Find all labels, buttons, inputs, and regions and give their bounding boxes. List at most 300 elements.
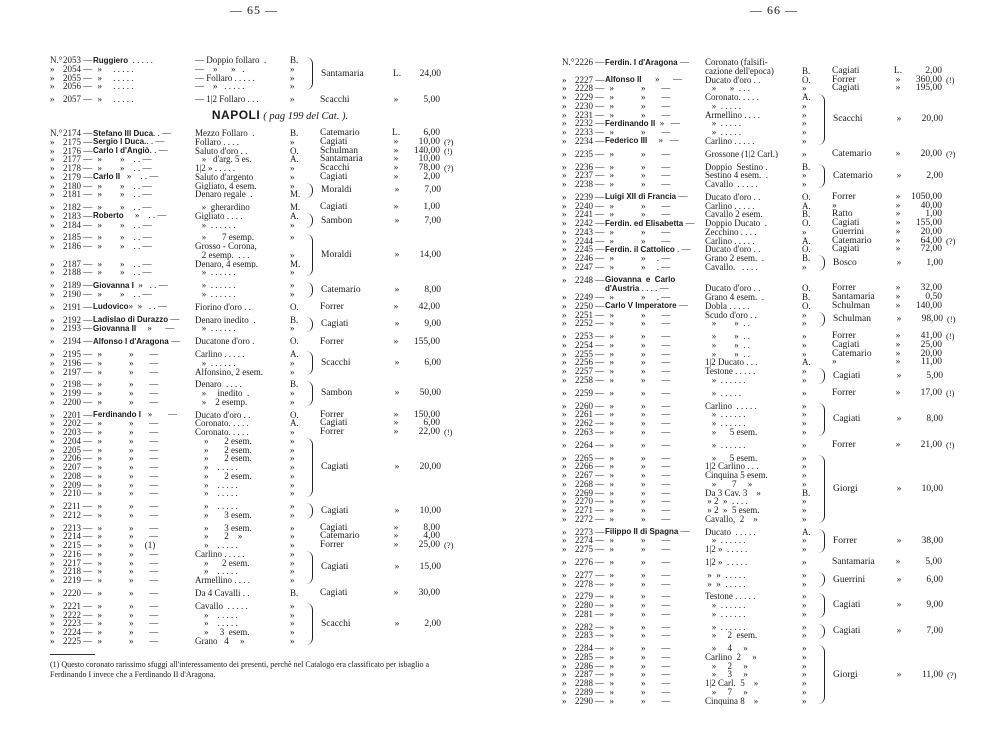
- lot-prefix: »: [50, 288, 55, 299]
- buyer-name: Cagiati: [320, 171, 348, 182]
- buyer-name: Forrer: [832, 74, 856, 85]
- price: 140,00: [413, 145, 440, 156]
- coin-description: » . . . . . .: [705, 622, 746, 632]
- ruler-ditto: » » —: [605, 622, 671, 632]
- buyer-name: Scacchi: [320, 163, 350, 173]
- lot-row: [50, 411, 466, 420]
- sale-result: [321, 216, 467, 225]
- lot-number: 2278 —: [575, 578, 605, 589]
- coin-description: » 2 esem.: [195, 436, 252, 446]
- price: 8,00: [423, 522, 440, 533]
- currency-mark: »: [895, 83, 901, 94]
- ruler: [93, 559, 195, 568]
- lot-number: 2259 —: [575, 387, 605, 398]
- lot-prefix: »: [562, 630, 567, 641]
- coin-description: Alfonsino, 2 esem.: [195, 367, 263, 377]
- metal: »: [802, 461, 807, 472]
- coin-description: Doppio Ducato .: [705, 219, 767, 228]
- coin-description: 2 esemp. . . .: [195, 250, 250, 260]
- currency-mark: »: [895, 226, 901, 237]
- lot-row: [50, 324, 304, 333]
- buyer-name: Forrer: [832, 388, 856, 398]
- metal: »: [290, 94, 295, 105]
- lot-prefix: »: [50, 357, 55, 368]
- currency-mark: »: [393, 202, 399, 212]
- lot-prefix: »: [562, 331, 567, 341]
- ruler: [605, 592, 705, 601]
- ruler: [605, 601, 705, 610]
- lot-number: 2267 —: [575, 470, 605, 480]
- lot-prefix: »: [50, 301, 55, 312]
- lot-group: [50, 550, 470, 585]
- metal: »: [802, 695, 807, 706]
- currency-mark: »: [895, 149, 901, 159]
- ruler-ditto: » » . . —: [93, 242, 152, 251]
- metal: »: [802, 426, 807, 437]
- lot-prefix: »: [50, 488, 55, 499]
- lot-row: [562, 284, 968, 293]
- lot-number: 2195 —: [63, 349, 93, 359]
- metal: B.: [802, 65, 811, 76]
- buyer-name: Catemario: [832, 149, 872, 159]
- lot-group: [562, 389, 982, 398]
- lot-number: 2283 —: [575, 630, 605, 641]
- ruler-ditto: » » —: [605, 93, 671, 102]
- sale-result: [832, 389, 968, 398]
- ruler-ditto: » » —: [93, 588, 159, 598]
- currency-mark: »: [896, 535, 902, 546]
- ruler: [93, 268, 195, 277]
- lot-number: 2231 —: [575, 109, 605, 120]
- currency-mark: »: [393, 540, 399, 550]
- lot-number: 2184 —: [63, 219, 93, 230]
- lot-number: 2286 —: [575, 660, 605, 671]
- metal: »: [802, 651, 807, 662]
- coin-description: Ducato . . . . .: [705, 527, 756, 537]
- metal: »: [290, 435, 295, 446]
- lot-prefix: »: [50, 336, 55, 347]
- buyer-name: Cagiati: [833, 414, 861, 424]
- lot-number: 2054 —: [63, 63, 93, 74]
- ruler-ditto: » » —: [605, 479, 671, 489]
- sale-result: [833, 601, 969, 610]
- currency-mark: »: [393, 145, 399, 156]
- coin-description: 1|2 Ducato . . .: [705, 358, 758, 367]
- lot-rows: [50, 411, 466, 437]
- ruler: [605, 653, 705, 662]
- currency-mark: »: [393, 588, 399, 599]
- ruler: [605, 311, 705, 320]
- lot-number: 2175 —: [63, 136, 93, 147]
- ruler: [605, 545, 705, 554]
- currency-mark: »: [896, 669, 902, 680]
- coin-description: Cavallo . . . . .: [195, 601, 248, 611]
- lot-prefix: »: [50, 418, 55, 429]
- coin-description: 1|2 » . . . . .: [705, 557, 748, 567]
- ruler-ditto: » » —: [93, 445, 159, 455]
- price: 155,00: [413, 336, 440, 347]
- coin-description: » » . .: [705, 349, 750, 359]
- lot-prefix: »: [50, 189, 55, 200]
- price: 17,00: [920, 388, 942, 398]
- lot-prefix: »: [562, 366, 567, 376]
- ruler: [605, 631, 705, 640]
- ruler-name: Ferdin. I d'Aragona: [605, 57, 678, 67]
- buyer-name: Guerrini: [832, 226, 865, 237]
- lot-group: [50, 56, 470, 91]
- metal: A.: [802, 235, 811, 246]
- section-subtitle: ( pag 199 del Cat. ).: [263, 111, 349, 122]
- coin-description: » . . . . . .: [195, 281, 236, 290]
- ruler-name: Roberto: [93, 211, 124, 221]
- ruler: [605, 489, 705, 498]
- coin-description: Carlino . . . . .: [705, 401, 757, 411]
- lot-row: [562, 341, 968, 350]
- coin-description: — Follaro . . . . .: [195, 73, 255, 83]
- ruler: [93, 221, 195, 230]
- ruler-ditto: » » (1): [93, 541, 156, 550]
- ruler: [93, 532, 195, 541]
- metal: »: [802, 544, 807, 554]
- lot-group: [50, 316, 470, 334]
- lot-rows: [562, 592, 816, 618]
- coin-description: Carlino . . . . .: [705, 136, 755, 146]
- ruler-ditto: » » . . —: [128, 302, 167, 312]
- price: 41,00: [920, 331, 942, 341]
- currency-mark: »: [394, 388, 400, 399]
- buyer-name: Cagiati: [320, 136, 348, 147]
- coin-description: Gigliato . . . .: [195, 211, 243, 221]
- lot-number: 2222 —: [63, 609, 93, 620]
- currency-mark: »: [896, 600, 902, 611]
- ruler-ditto: » » —: [605, 332, 671, 341]
- coin-description: » 3 esem.: [195, 628, 250, 637]
- lot-number: 2192 —: [63, 314, 93, 325]
- brace-bracket: [306, 351, 313, 375]
- lot-rows: [562, 558, 816, 567]
- coin-description: » . . . . .: [705, 101, 741, 111]
- currency-mark: »: [895, 292, 901, 302]
- buyer-name: Catemario: [320, 128, 360, 138]
- metal: »: [290, 488, 295, 499]
- currency-mark: »: [393, 409, 399, 420]
- lot-rows: [50, 233, 304, 277]
- lot-number: 2277 —: [575, 569, 605, 580]
- lot-number: 2240 —: [575, 200, 605, 211]
- lot-row: [50, 155, 466, 164]
- lot-prefix: »: [50, 587, 55, 598]
- lot-number: 2269 —: [575, 487, 605, 498]
- lot-group: [50, 350, 470, 376]
- ruler: [605, 84, 705, 93]
- metal: »: [802, 643, 807, 653]
- currency-mark: »: [895, 557, 901, 568]
- lot-number: 2289 —: [575, 686, 605, 697]
- lot-number: 2245 —: [575, 244, 605, 255]
- currency-mark: »: [393, 154, 399, 165]
- lot-prefix: »: [562, 461, 567, 472]
- lot-group: [50, 524, 470, 550]
- coin-description: Ducatone d'oro .: [195, 337, 255, 346]
- currency-mark: »: [895, 357, 901, 368]
- lot-prefix: »: [562, 439, 567, 450]
- coin-description: » . . . . . .: [705, 536, 746, 545]
- metal: »: [290, 72, 295, 83]
- price-note: (?): [444, 163, 454, 173]
- lot-prefix: »: [562, 651, 567, 662]
- coin-description: Carlino 2 »: [705, 652, 757, 662]
- price: 7,00: [424, 215, 441, 226]
- ruler-ditto: » » . . —: [93, 220, 152, 230]
- lot-rows: [562, 311, 816, 329]
- lot-number: 2189 —: [63, 280, 93, 290]
- currency-mark: »: [393, 427, 399, 437]
- ruler-name: Giovanna I: [93, 280, 134, 290]
- lot-number: 2208 —: [63, 470, 93, 481]
- ruler-ditto: » » —: [605, 101, 671, 111]
- lot-group: [562, 558, 982, 567]
- metal: »: [290, 180, 295, 191]
- metal: »: [802, 669, 807, 680]
- lot-prefix: »: [50, 409, 55, 420]
- ruler: [93, 95, 195, 104]
- ruler-ditto: » » —: [605, 652, 671, 662]
- lot-prefix: »: [562, 544, 567, 554]
- ruler-ditto: » » —: [605, 687, 671, 697]
- price: 6,00: [423, 128, 440, 138]
- ruler-ditto: » » —: [605, 388, 671, 398]
- price: 32,00: [920, 283, 942, 294]
- ruler-name: Giovanna II: [93, 323, 137, 333]
- ruler: [605, 697, 705, 706]
- price: 6,00: [926, 574, 943, 585]
- metal: »: [290, 575, 295, 585]
- sale-result: [320, 337, 466, 346]
- ruler: [605, 319, 705, 328]
- ruler-ditto: » » —: [93, 532, 159, 541]
- metal: A.: [802, 92, 811, 102]
- lot-rows: [562, 93, 816, 146]
- lot-prefix: »: [562, 487, 567, 498]
- lot-rows: [50, 56, 304, 91]
- coin-description: Denaro . . . .: [195, 380, 242, 389]
- lot-prefix: »: [50, 314, 55, 325]
- ruler: [93, 182, 195, 191]
- lot-list: [50, 56, 470, 680]
- coin-description: » d'arg. 5 es.: [195, 155, 252, 164]
- lot-prefix: »: [562, 109, 567, 120]
- metal: M.: [290, 202, 301, 212]
- lot-prefix: »: [562, 470, 567, 480]
- ruler-ditto: » » . —: [605, 254, 671, 263]
- lot-group: [562, 367, 982, 385]
- ruler: [605, 428, 705, 437]
- lot-number: 2241 —: [575, 209, 605, 220]
- lot-number: 2187 —: [63, 258, 93, 269]
- metal: »: [802, 578, 807, 589]
- lot-group: [562, 528, 982, 554]
- sale-result: [832, 358, 968, 367]
- ruler: [93, 190, 195, 199]
- lot-number: 2287 —: [575, 669, 605, 680]
- sale-result: [320, 541, 466, 550]
- currency-mark: L.: [392, 68, 402, 79]
- coin-description: Grano 4 esem. .: [705, 293, 764, 302]
- sale-result: [320, 303, 466, 312]
- price: 1,00: [925, 209, 942, 220]
- ruler-ditto: » —: [647, 136, 679, 146]
- coin-description: Carlino . . . . .: [195, 549, 245, 559]
- ruler-name: Luigi XII di Francia: [605, 192, 677, 202]
- coin-description: cazione dell'epoca): [705, 66, 774, 76]
- price: 5,00: [423, 94, 440, 105]
- currency-mark: L.: [893, 65, 903, 76]
- sale-result: [832, 558, 968, 567]
- buyer-name: Cagiati: [320, 588, 348, 599]
- ruler: [93, 472, 195, 481]
- ruler: [605, 350, 705, 359]
- metal: B.: [290, 587, 299, 598]
- ruler: [93, 337, 195, 347]
- ruler-ditto: » » —: [93, 489, 159, 498]
- lot-rows: [562, 163, 816, 189]
- currency-mark: »: [896, 114, 902, 125]
- metal: »: [290, 232, 295, 243]
- ruler: [605, 515, 705, 524]
- ruler-ditto: » » —: [93, 380, 159, 389]
- buyer-name: Scacchi: [321, 358, 351, 369]
- ruler: [605, 610, 705, 619]
- ruler: [605, 679, 705, 688]
- lot-number: 2247 —: [575, 261, 605, 272]
- coin-description: Doppio Sestino .: [705, 162, 768, 172]
- ruler: [605, 536, 705, 545]
- coin-description: » 2 esem.: [195, 445, 252, 455]
- metal: »: [802, 591, 807, 602]
- metal: »: [290, 600, 295, 611]
- lot-group: [50, 281, 470, 299]
- lot-number: 2214 —: [63, 531, 93, 542]
- lot-prefix: »: [562, 309, 567, 320]
- ruler-name: Sergio I Duca.: [93, 137, 147, 147]
- sale-result: [832, 150, 968, 159]
- lot-number: 2174 —: [63, 128, 93, 138]
- currency-mark: »: [896, 626, 902, 637]
- lot-number: 2179 —: [63, 171, 93, 182]
- lot-row: [50, 221, 304, 230]
- ruler-name: Carlo II: [93, 172, 121, 182]
- ruler-ditto: » » —: [605, 201, 671, 211]
- metal: »: [290, 470, 295, 481]
- price: 2,00: [423, 171, 440, 182]
- price: 10,00: [418, 136, 440, 147]
- buyer-name: Forrer: [832, 440, 856, 450]
- lot-prefix: »: [562, 261, 567, 272]
- brace-bracket: [306, 438, 313, 497]
- ruler-ditto: » » —: [605, 471, 671, 480]
- sale-result: [321, 320, 467, 329]
- lot-group: [562, 254, 982, 272]
- ruler-ditto: » » —: [93, 558, 159, 568]
- brace-bracket: [818, 529, 825, 553]
- lot-group: [562, 276, 982, 311]
- sale-result: [320, 95, 466, 104]
- coin-description: Scudo d'oro . .: [705, 310, 757, 320]
- coin-description: » inedito .: [195, 389, 250, 398]
- sale-result: [832, 84, 968, 93]
- lot-prefix: »: [562, 669, 567, 680]
- buyer-name: Moraldi: [321, 185, 352, 196]
- lot-row: [562, 180, 816, 189]
- lot-rows: [50, 350, 304, 376]
- ruler: [93, 589, 195, 598]
- currency-mark: »: [896, 257, 902, 268]
- buyer-name: Forrer: [320, 427, 344, 437]
- metal: »: [802, 127, 807, 137]
- lot-row: [50, 541, 466, 550]
- lot-number: 2271 —: [575, 505, 605, 515]
- buyer-name: Catemario: [321, 284, 361, 295]
- lot-number: 2176 —: [63, 145, 93, 156]
- lot-rows: [50, 129, 466, 182]
- lot-prefix: »: [50, 210, 55, 221]
- lot-number: 2243 —: [575, 226, 605, 237]
- metal: »: [290, 163, 295, 173]
- lot-number: 2185 —: [63, 232, 93, 243]
- metal: A.: [290, 154, 299, 165]
- coin-description: Gigliato, 4 esem.: [195, 181, 257, 191]
- lot-prefix: »: [562, 535, 567, 546]
- ruler: [93, 389, 195, 398]
- ruler-ditto: » . . —: [120, 172, 159, 182]
- metal: O.: [290, 409, 299, 420]
- lot-rows: [50, 303, 304, 312]
- coin-description: Cinquina 5 esem.: [705, 471, 768, 480]
- price: 20,00: [920, 348, 942, 359]
- ruler: [93, 350, 195, 359]
- currency-mark: »: [394, 185, 400, 196]
- lot-prefix: »: [50, 136, 55, 147]
- lot-number: 2055 —: [63, 72, 93, 83]
- ruler: [605, 688, 705, 697]
- lot-number: 2224 —: [63, 627, 93, 637]
- metal: O.: [802, 74, 811, 85]
- page-number: — 66 —: [750, 3, 798, 17]
- lot-number: 2215 —: [63, 540, 93, 550]
- lot-number: 2202 —: [63, 418, 93, 429]
- lot-group: [562, 58, 982, 93]
- currency-mark: »: [895, 191, 901, 202]
- buyer-name: Cagiati: [832, 244, 860, 255]
- lot-row: [562, 150, 816, 159]
- lot-number: 2270 —: [575, 496, 605, 507]
- ruler-ditto: » » . . —: [93, 181, 152, 191]
- metal: O.: [290, 145, 299, 156]
- coin-description: Da 4 Cavalli . .: [195, 588, 250, 598]
- coin-description: » . . . . . .: [705, 609, 746, 619]
- metal: A.: [802, 200, 811, 211]
- buyer-name: Forrer: [320, 336, 344, 347]
- lot-prefix: »: [562, 161, 567, 172]
- ruler-name: Ruggiero: [93, 55, 129, 65]
- ruler-ditto: —: [678, 527, 690, 536]
- ruler-ditto: » » —: [93, 463, 159, 472]
- coin-description: » 2 »: [195, 532, 243, 541]
- ruler: [93, 359, 195, 368]
- lot-number: 2230 —: [575, 100, 605, 111]
- ruler: [605, 358, 705, 367]
- brace-bracket: [306, 603, 313, 645]
